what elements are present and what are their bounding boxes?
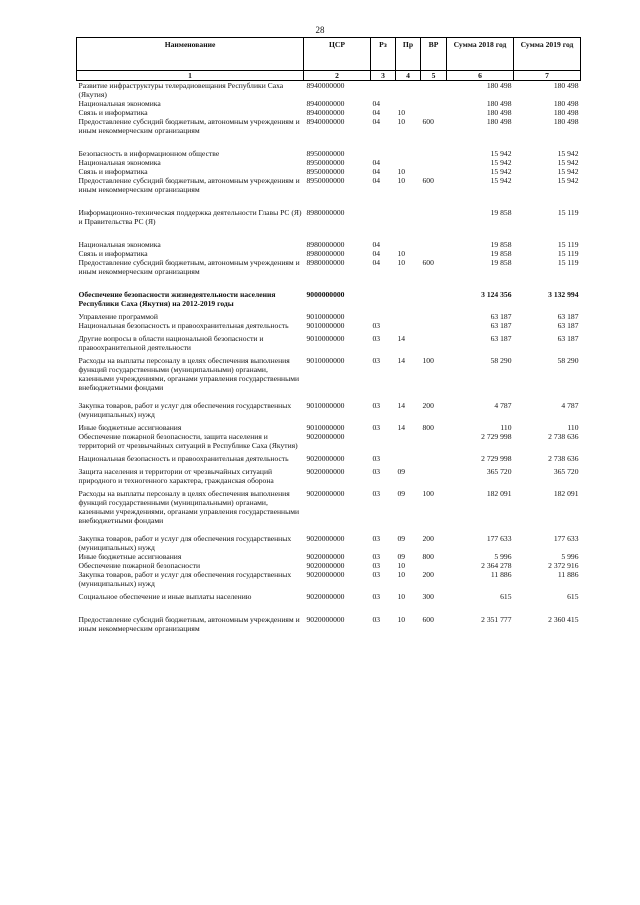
row-vr-cell: 100 <box>422 356 434 365</box>
row-sum-2018-cell: 4 787 <box>494 401 512 410</box>
row-rz-cell: 03 <box>372 570 381 579</box>
row-name-cell: Национальная экономика <box>78 158 161 167</box>
table-row <box>77 423 581 432</box>
row-sum-2018-cell: 63 187 <box>490 334 512 343</box>
row-pr-cell: 09 <box>397 489 406 498</box>
row-pr-cell <box>396 321 421 334</box>
row-vr-cell: 600 <box>422 176 434 185</box>
row-pr-cell: 10 <box>397 176 406 185</box>
row-sum-2019-cell: 177 633 <box>553 534 579 543</box>
row-vr-cell: 100 <box>422 489 434 498</box>
row-csr-cell: 8950000000 <box>306 149 345 158</box>
row-csr-cell: 9020000000 <box>306 534 345 543</box>
row-rz-cell: 04 <box>372 240 381 249</box>
row-name-cell: Связь и информатика <box>78 108 148 117</box>
row-vr-cell <box>421 432 447 454</box>
row-name-cell: Закупка товаров, работ и услуг для обеспечения государственных (муниципальных) нужд <box>78 534 292 552</box>
table-row <box>77 117 581 149</box>
table-row <box>77 570 581 592</box>
table-row <box>77 108 581 117</box>
row-rz-cell: 04 <box>372 117 381 126</box>
table-row <box>77 592 581 615</box>
table-header <box>77 38 581 81</box>
row-sum-2019-cell: 2 738 636 <box>548 432 579 441</box>
row-vr-cell <box>421 167 447 176</box>
row-vr-cell: 300 <box>422 592 434 601</box>
row-sum-2018-cell: 2 729 998 <box>481 454 512 463</box>
row-pr-cell <box>396 81 421 100</box>
row-pr-cell: 10 <box>397 258 406 267</box>
row-sum-2018-cell: 182 091 <box>486 489 512 498</box>
row-sum-2019-cell: 3 132 994 <box>548 290 579 299</box>
table-row <box>77 432 581 454</box>
row-name-cell: Закупка товаров, работ и услуг для обеспечения государственных (муниципальных) нужд <box>78 401 292 419</box>
row-sum-2019-cell: 180 498 <box>553 117 579 126</box>
col-number: 4 <box>396 71 421 81</box>
row-name-cell: Предоставление субсидий бюджетным, автономным учреждениям и иным некоммерческим организациям <box>78 258 300 276</box>
row-vr-cell: 200 <box>422 534 434 543</box>
row-vr-cell <box>421 108 447 117</box>
col-header-name: Наименование <box>77 38 304 71</box>
table-row <box>77 167 581 176</box>
page-number: 28 <box>315 25 325 35</box>
table-row <box>77 149 581 158</box>
col-number: 5 <box>421 71 447 81</box>
row-name-cell: Предоставление субсидий бюджетным, автономным учреждениям и иным некоммерческим организациям <box>78 117 300 135</box>
col-number: 3 <box>371 71 396 81</box>
row-csr-cell: 8940000000 <box>306 108 345 117</box>
row-vr-cell <box>421 334 447 356</box>
table-row <box>77 454 581 467</box>
row-rz-cell: 03 <box>372 489 381 498</box>
row-sum-2019-cell: 63 187 <box>557 321 579 330</box>
row-csr-cell: 9010000000 <box>306 321 345 330</box>
row-vr-cell <box>421 149 447 158</box>
row-sum-2018-cell: 3 124 356 <box>481 290 512 299</box>
row-rz-cell: 03 <box>372 552 381 561</box>
row-sum-2019-cell: 15 942 <box>557 167 579 176</box>
row-sum-2018-cell: 15 942 <box>490 167 512 176</box>
row-name-cell: Национальная безопасность и правоохранительная деятельность <box>78 321 289 330</box>
row-pr-cell: 14 <box>397 423 406 432</box>
row-sum-2019-cell: 365 720 <box>553 467 579 476</box>
row-vr-cell <box>421 290 447 312</box>
row-sum-2018-cell: 180 498 <box>486 108 512 117</box>
row-vr-cell <box>421 321 447 334</box>
row-sum-2019-cell: 58 290 <box>557 356 579 365</box>
row-rz-cell: 03 <box>372 615 381 624</box>
row-sum-2019-cell: 15 942 <box>557 176 579 185</box>
row-sum-2018-cell: 19 858 <box>490 249 512 258</box>
row-csr-cell: 9000000000 <box>306 290 345 299</box>
table-row <box>77 81 581 100</box>
row-rz-cell: 03 <box>372 534 381 543</box>
row-csr-cell: 9020000000 <box>306 432 345 441</box>
row-sum-2019-cell: 180 498 <box>553 99 579 108</box>
col-header-sum-2019: Сумма 2019 год <box>514 38 581 71</box>
row-vr-cell <box>421 81 447 100</box>
row-rz-cell: 03 <box>372 467 381 476</box>
row-vr-cell <box>421 208 447 240</box>
row-csr-cell: 9010000000 <box>306 401 345 410</box>
row-csr-cell: 8940000000 <box>306 99 345 108</box>
row-name-cell: Национальная безопасность и правоохранительная деятельность <box>78 454 289 463</box>
table-row <box>77 290 581 312</box>
row-csr-cell: 8950000000 <box>306 176 345 185</box>
row-name-cell: Управление программой <box>78 312 158 321</box>
table-row <box>77 534 581 552</box>
col-number: 1 <box>77 71 304 81</box>
row-sum-2019-cell: 11 886 <box>557 570 579 579</box>
row-pr-cell <box>396 240 421 249</box>
row-rz-cell: 04 <box>372 249 381 258</box>
row-csr-cell: 8980000000 <box>306 208 345 217</box>
row-pr-cell: 10 <box>397 592 406 601</box>
row-name-cell: Национальная экономика <box>78 99 161 108</box>
row-pr-cell: 14 <box>397 356 406 365</box>
row-sum-2018-cell: 110 <box>500 423 512 432</box>
row-sum-2018-cell: 177 633 <box>486 534 512 543</box>
row-rz-cell: 03 <box>372 334 381 343</box>
row-rz-cell: 03 <box>372 592 381 601</box>
row-name-cell: Развитие инфраструктуры телерадиовещания Республики Саха (Якутия) <box>78 81 284 99</box>
col-number: 7 <box>514 71 581 81</box>
row-sum-2019-cell: 4 787 <box>561 401 579 410</box>
col-header-pr: Пр <box>396 38 421 71</box>
row-rz-cell: 03 <box>372 356 381 365</box>
row-sum-2018-cell: 180 498 <box>486 117 512 126</box>
row-vr-cell: 200 <box>422 570 434 579</box>
row-sum-2018-cell: 15 942 <box>490 158 512 167</box>
row-rz-cell: 03 <box>372 561 381 570</box>
row-name-cell: Иные бюджетные ассигнования <box>78 552 182 561</box>
row-csr-cell: 8950000000 <box>306 167 345 176</box>
row-vr-cell <box>421 99 447 108</box>
row-sum-2019-cell: 182 091 <box>553 489 579 498</box>
row-vr-cell: 600 <box>422 258 434 267</box>
row-csr-cell: 9020000000 <box>306 615 345 624</box>
col-number: 2 <box>304 71 371 81</box>
row-vr-cell: 600 <box>422 615 434 624</box>
row-rz-cell: 03 <box>372 321 381 330</box>
row-sum-2019-cell: 15 942 <box>557 158 579 167</box>
row-name-cell: Предоставление субсидий бюджетным, автономным учреждениям и иным некоммерческим организациям <box>78 176 300 194</box>
row-vr-cell: 600 <box>422 117 434 126</box>
row-pr-cell: 09 <box>397 552 406 561</box>
row-rz-cell <box>371 149 396 158</box>
row-csr-cell: 9020000000 <box>306 454 345 463</box>
row-pr-cell: 10 <box>397 167 406 176</box>
table-row <box>77 561 581 570</box>
row-sum-2018-cell: 63 187 <box>490 321 512 330</box>
row-rz-cell: 04 <box>372 167 381 176</box>
row-pr-cell <box>396 149 421 158</box>
row-sum-2018-cell: 5 996 <box>494 552 512 561</box>
row-rz-cell <box>371 432 396 454</box>
row-csr-cell: 9010000000 <box>306 312 345 321</box>
row-pr-cell: 14 <box>397 334 406 343</box>
row-sum-2019-cell: 110 <box>567 423 579 432</box>
row-vr-cell <box>421 312 447 321</box>
row-csr-cell: 8940000000 <box>306 117 345 126</box>
row-rz-cell <box>371 208 396 240</box>
row-name-cell: Другие вопросы в области национальной безопасности и правоохранительной деятельности <box>78 334 264 352</box>
col-header-sum-2018: Сумма 2018 год <box>447 38 514 71</box>
table-row <box>77 467 581 489</box>
row-rz-cell: 04 <box>372 158 381 167</box>
row-sum-2018-cell: 2 729 998 <box>481 432 512 441</box>
row-csr-cell: 8980000000 <box>306 240 345 249</box>
row-name-cell: Социальное обеспечение и иные выплаты населению <box>78 592 252 601</box>
row-name-cell: Связь и информатика <box>78 249 148 258</box>
table-row <box>77 489 581 534</box>
table-row <box>77 240 581 249</box>
row-sum-2019-cell: 5 996 <box>561 552 579 561</box>
table-row <box>77 552 581 561</box>
row-vr-cell <box>421 561 447 570</box>
row-sum-2019-cell: 63 187 <box>557 334 579 343</box>
row-sum-2018-cell: 2 364 278 <box>481 561 512 570</box>
table-row <box>77 356 581 401</box>
row-name-cell: Связь и информатика <box>78 167 148 176</box>
row-rz-cell: 04 <box>372 258 381 267</box>
table-row <box>77 615 581 633</box>
row-rz-cell: 04 <box>372 176 381 185</box>
row-vr-cell: 800 <box>422 423 434 432</box>
row-csr-cell: 9020000000 <box>306 489 345 498</box>
row-csr-cell: 9020000000 <box>306 552 345 561</box>
table-row <box>77 321 581 334</box>
row-csr-cell: 9020000000 <box>306 570 345 579</box>
row-sum-2018-cell: 615 <box>500 592 512 601</box>
row-sum-2018-cell: 63 187 <box>490 312 512 321</box>
row-csr-cell: 9020000000 <box>306 561 345 570</box>
row-sum-2019-cell: 2 738 636 <box>548 454 579 463</box>
row-csr-cell: 8980000000 <box>306 258 345 267</box>
row-name-cell: Обеспечение пожарной безопасности, защита населения и территорий от чрезвычайных ситуаций в Республике Саха (Якутия) <box>78 432 298 450</box>
row-csr-cell: 9020000000 <box>306 467 345 476</box>
row-name-cell: Обеспечение пожарной безопасности <box>78 561 201 570</box>
row-rz-cell: 03 <box>372 401 381 410</box>
row-pr-cell <box>396 432 421 454</box>
table-row <box>77 258 581 290</box>
row-name-cell: Предоставление субсидий бюджетным, автономным учреждениям и иным некоммерческим организациям <box>78 615 300 633</box>
col-header-vr: ВР <box>421 38 447 71</box>
row-vr-cell: 800 <box>422 552 434 561</box>
col-header-rz: Рз <box>371 38 396 71</box>
table-body <box>77 81 581 634</box>
row-rz-cell <box>371 290 396 312</box>
row-vr-cell <box>421 240 447 249</box>
row-name-cell: Обеспечение безопасности жизнедеятельности населения Республики Саха (Якутия) на 2012-2019 годы <box>78 290 276 308</box>
row-sum-2018-cell: 180 498 <box>486 99 512 108</box>
row-vr-cell <box>421 454 447 467</box>
row-sum-2019-cell: 180 498 <box>553 81 579 90</box>
row-pr-cell <box>396 290 421 312</box>
row-csr-cell: 8980000000 <box>306 249 345 258</box>
row-sum-2018-cell: 2 351 777 <box>481 615 512 624</box>
row-pr-cell: 09 <box>397 534 406 543</box>
col-header-csr: ЦСР <box>304 38 371 71</box>
row-sum-2019-cell: 180 498 <box>553 108 579 117</box>
row-csr-cell: 8940000000 <box>306 81 345 90</box>
row-sum-2018-cell: 19 858 <box>490 258 512 267</box>
row-rz-cell: 03 <box>372 454 381 463</box>
row-pr-cell: 09 <box>397 467 406 476</box>
table-row <box>77 158 581 167</box>
row-name-cell: Закупка товаров, работ и услуг для обеспечения государственных (муниципальных) нужд <box>78 570 292 588</box>
row-pr-cell <box>396 158 421 167</box>
row-rz-cell <box>371 81 396 100</box>
row-pr-cell: 14 <box>397 401 406 410</box>
row-name-cell: Информационно-техническая поддержка деятельности Главы РС (Я) и Правительства РС (Я) <box>78 208 302 226</box>
budget-table <box>76 37 581 633</box>
row-pr-cell: 10 <box>397 615 406 624</box>
col-number: 6 <box>447 71 514 81</box>
row-sum-2019-cell: 63 187 <box>557 312 579 321</box>
row-sum-2019-cell: 2 372 916 <box>548 561 579 570</box>
table-row <box>77 401 581 423</box>
table-row <box>77 208 581 240</box>
row-vr-cell <box>421 249 447 258</box>
row-sum-2018-cell: 15 942 <box>490 149 512 158</box>
row-vr-cell <box>421 158 447 167</box>
row-name-cell: Безопасность в информационном обществе <box>78 149 220 158</box>
row-rz-cell: 03 <box>372 423 381 432</box>
row-sum-2019-cell: 15 119 <box>557 240 579 249</box>
row-pr-cell: 10 <box>397 561 406 570</box>
row-name-cell: Иные бюджетные ассигнования <box>78 423 182 432</box>
row-sum-2018-cell: 19 858 <box>490 208 512 217</box>
row-pr-cell <box>396 208 421 240</box>
table-row <box>77 176 581 208</box>
row-sum-2018-cell: 58 290 <box>490 356 512 365</box>
row-vr-cell <box>421 467 447 489</box>
row-name-cell: Расходы на выплаты персоналу в целях обеспечения выполнения функций государственными (муниципальными) органами, казенными учреждениями, органами управления государственными внебюджетными фондами <box>78 489 300 525</box>
row-sum-2018-cell: 365 720 <box>486 467 512 476</box>
row-rz-cell: 04 <box>372 99 381 108</box>
row-sum-2019-cell: 15 119 <box>557 208 579 217</box>
row-name-cell: Защита населения и территории от чрезвычайных ситуаций природного и техногенного характера, гражданская оборона <box>78 467 274 485</box>
row-csr-cell: 8950000000 <box>306 158 345 167</box>
row-sum-2018-cell: 19 858 <box>490 240 512 249</box>
table-row <box>77 334 581 356</box>
row-pr-cell <box>396 454 421 467</box>
row-pr-cell: 10 <box>397 249 406 258</box>
row-name-cell: Национальная экономика <box>78 240 161 249</box>
row-sum-2018-cell: 11 886 <box>490 570 512 579</box>
row-sum-2019-cell: 615 <box>567 592 579 601</box>
row-sum-2018-cell: 180 498 <box>486 81 512 90</box>
table-row <box>77 99 581 108</box>
row-vr-cell: 200 <box>422 401 434 410</box>
row-sum-2019-cell: 15 119 <box>557 258 579 267</box>
row-pr-cell <box>396 99 421 108</box>
row-sum-2019-cell: 15 942 <box>557 149 579 158</box>
table-row <box>77 249 581 258</box>
row-csr-cell: 9010000000 <box>306 334 345 343</box>
row-rz-cell <box>371 312 396 321</box>
row-pr-cell: 10 <box>397 117 406 126</box>
row-csr-cell: 9010000000 <box>306 423 345 432</box>
row-pr-cell <box>396 312 421 321</box>
table-row <box>77 312 581 321</box>
row-name-cell: Расходы на выплаты персоналу в целях обеспечения выполнения функций государственными (муниципальными) органами, казенными учреждениями, органами управления государственными внебюджетными фондами <box>78 356 300 392</box>
row-rz-cell: 04 <box>372 108 381 117</box>
row-csr-cell: 9010000000 <box>306 356 345 365</box>
row-sum-2019-cell: 15 119 <box>557 249 579 258</box>
row-pr-cell: 10 <box>397 108 406 117</box>
row-csr-cell: 9020000000 <box>306 592 345 601</box>
row-sum-2018-cell: 15 942 <box>490 176 512 185</box>
row-pr-cell: 10 <box>397 570 406 579</box>
row-sum-2019-cell: 2 360 415 <box>548 615 579 624</box>
